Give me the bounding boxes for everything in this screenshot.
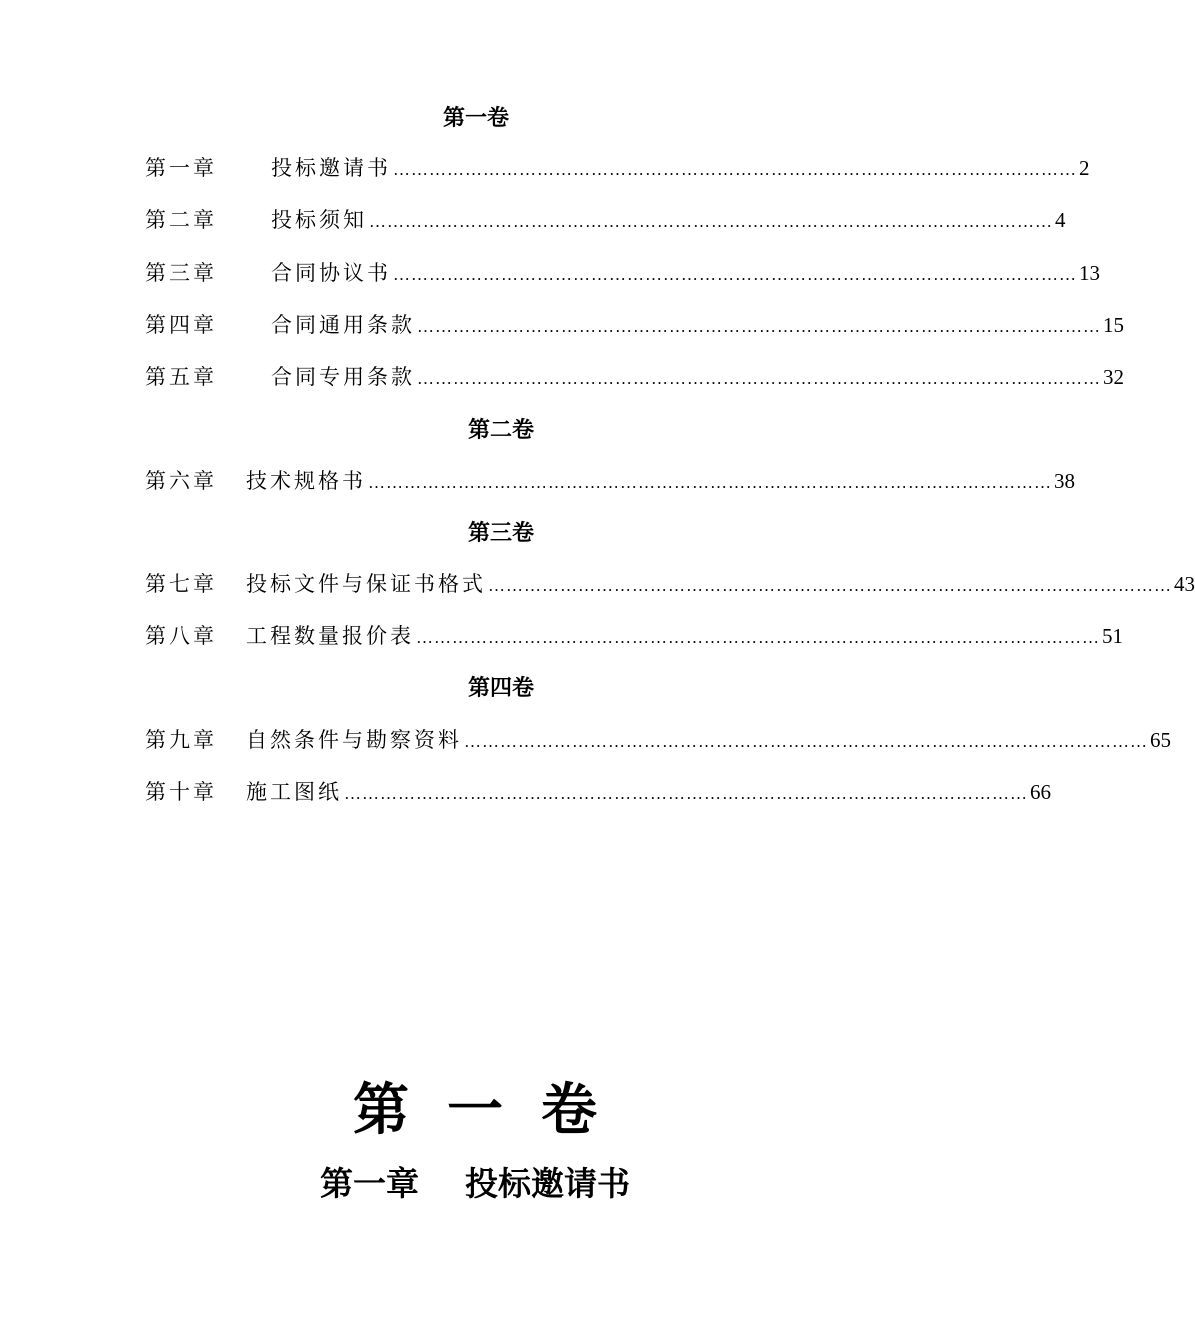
- toc-entry[interactable]: [145, 621, 1123, 651]
- toc-entry-title: 合同通用条款: [271, 313, 415, 337]
- toc-chapter-label: 第一章: [145, 156, 217, 180]
- volume-title: 第一卷: [353, 1077, 635, 1143]
- toc-chapter-label: 第十章: [145, 780, 217, 804]
- toc-chapter-label: 第三章: [145, 261, 217, 285]
- toc-entry-title: 投标邀请书: [271, 156, 391, 180]
- toc-volume-heading: 第四卷: [467, 676, 534, 701]
- toc-entry-title: 投标须知: [271, 208, 367, 232]
- toc-entry[interactable]: [145, 310, 1124, 340]
- chapter-label: 第一章: [320, 1164, 419, 1203]
- toc-chapter-label: 第四章: [145, 313, 217, 337]
- toc-volume-heading: 第二卷: [467, 418, 534, 443]
- toc-entry[interactable]: [145, 777, 1051, 807]
- chapter-title: 投标邀请书: [465, 1164, 630, 1203]
- toc-page-number: 2: [1079, 156, 1090, 180]
- toc-chapter-label: 第七章: [145, 572, 217, 596]
- toc-entry[interactable]: [145, 153, 1090, 183]
- toc-entry[interactable]: [145, 205, 1066, 235]
- toc-entry[interactable]: [145, 362, 1124, 392]
- toc-page-number: 4: [1055, 208, 1066, 232]
- toc-page-number: 43: [1174, 572, 1195, 596]
- toc-volume-heading: 第三卷: [467, 521, 534, 546]
- toc-chapter-label: 第六章: [145, 469, 217, 493]
- toc-entry-title: 自然条件与勘察资料: [246, 728, 462, 752]
- toc-dot-leader: ……………………………………………………………………………………………………: [368, 473, 1052, 492]
- toc-chapter-label: 第五章: [145, 365, 217, 389]
- toc-entry[interactable]: [145, 258, 1100, 288]
- toc-entry-title: 合同专用条款: [271, 365, 415, 389]
- toc-dot-leader: ……………………………………………………………………………………………………: [464, 732, 1148, 751]
- toc-entry-title: 技术规格书: [246, 469, 366, 493]
- toc-dot-leader: ……………………………………………………………………………………………………: [416, 628, 1100, 647]
- toc-dot-leader: ……………………………………………………………………………………………………: [417, 317, 1101, 336]
- toc-entry-title: 施工图纸: [246, 780, 342, 804]
- toc-dot-leader: ……………………………………………………………………………………………………: [488, 576, 1172, 595]
- toc-entry[interactable]: [145, 466, 1075, 496]
- toc-chapter-label: 第八章: [145, 624, 217, 648]
- toc-entry[interactable]: [145, 569, 1195, 599]
- toc-page-number: 13: [1079, 261, 1100, 285]
- toc-volume-heading: 第一卷: [442, 106, 509, 131]
- toc-page-number: 66: [1030, 780, 1051, 804]
- toc-chapter-label: 第九章: [145, 728, 217, 752]
- toc-entry-title: 工程数量报价表: [246, 624, 414, 648]
- toc-page-number: 32: [1103, 365, 1124, 389]
- toc-entry[interactable]: [145, 725, 1171, 755]
- toc-dot-leader: ……………………………………………………………………………………………………: [393, 265, 1077, 284]
- toc-page-number: 15: [1103, 313, 1124, 337]
- toc-entry-title: 投标文件与保证书格式: [246, 572, 486, 596]
- toc-page-number: 51: [1102, 624, 1123, 648]
- toc-entry-title: 合同协议书: [271, 261, 391, 285]
- toc-chapter-label: 第二章: [145, 208, 217, 232]
- toc-dot-leader: ……………………………………………………………………………………………………: [344, 784, 1028, 803]
- toc-page-number: 38: [1054, 469, 1075, 493]
- chapter-heading: [0, 1160, 950, 1208]
- toc-dot-leader: ……………………………………………………………………………………………………: [417, 369, 1101, 388]
- toc-dot-leader: ……………………………………………………………………………………………………: [393, 160, 1077, 179]
- toc-dot-leader: ……………………………………………………………………………………………………: [369, 212, 1053, 231]
- toc-page-number: 65: [1150, 728, 1171, 752]
